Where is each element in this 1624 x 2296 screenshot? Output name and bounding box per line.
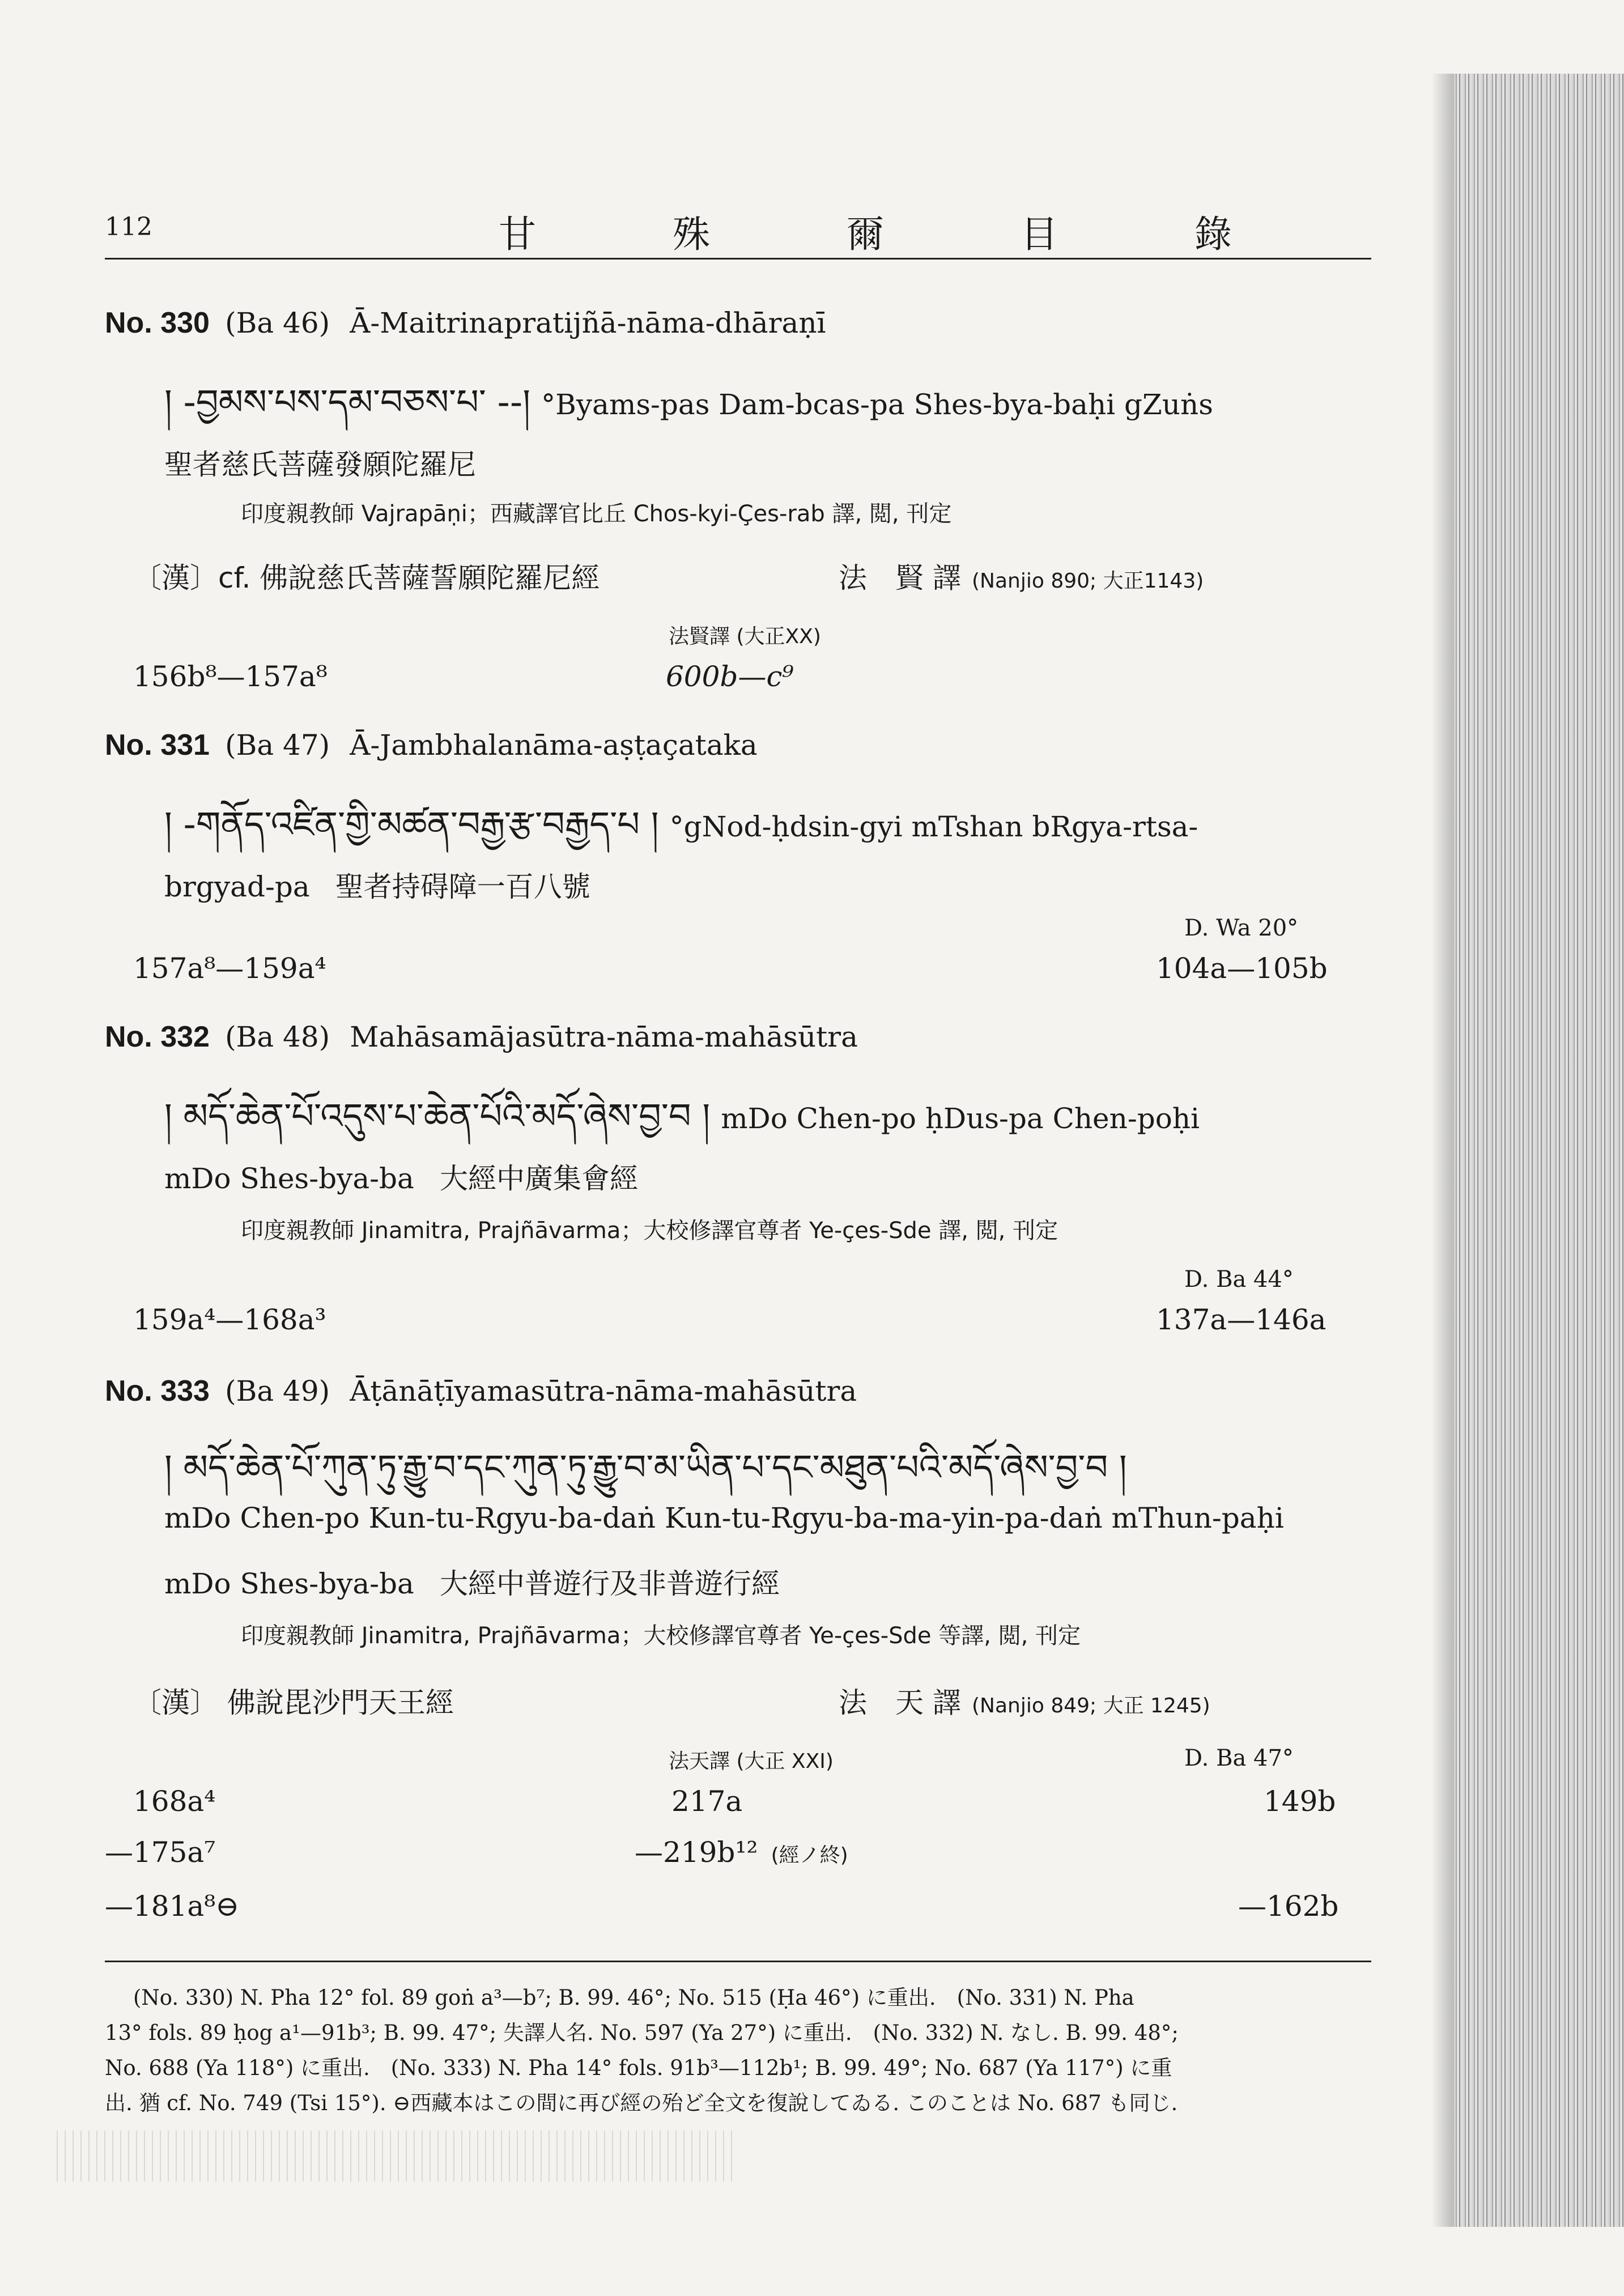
folio-range: 159a⁴—168a³ xyxy=(133,1303,326,1336)
tibetan-romanized-cont: mDo Shes-bya-ba xyxy=(164,1162,414,1195)
tibetan-script: ། -བྱམས་པས་དམ་བཅས་པ་ --། xyxy=(164,381,531,423)
tibetan-script: ། -གནོད་འཛིན་གྱི་མཚན་བརྒྱ་རྩ་བརྒྱད་པ ། xyxy=(164,803,659,845)
folio-row-right: —162b xyxy=(1238,1890,1339,1923)
han-translator-group-333 xyxy=(839,1680,1210,1721)
folio-row-left: —175a⁷ xyxy=(105,1836,216,1869)
entry-332-heading xyxy=(105,1020,858,1054)
entry-330-heading xyxy=(105,306,826,340)
entry-ba: (Ba 49) xyxy=(225,1375,330,1408)
footnote-line: 13° fols. 89 ḥog a¹—91b³; B. 99. 47°; 失譯人名. No. 597 (Ya 27°) に重出. (No. 332) N. なし. B. 99. 48°; xyxy=(105,2021,1179,2045)
tibetan-romanized: mDo Chen-po Kun-tu-Rgyu-ba-daṅ Kun-tu-Rgyu-ba-ma-yin-pa-daṅ mThun-paḥi xyxy=(164,1502,1284,1534)
tibetan-script: ། མདོ་ཆེན་པོ་ཀུན་ཏུ་རྒྱུ་བ་དང་ཀུན་ཏུ་རྒྱུ་བ་མ་ཡིན་པ་དང་མཐུན་པའི་མདོ་ཞེས་བྱ་བ ། xyxy=(164,1447,1127,1488)
folio-row-left: —181a⁸⊖ xyxy=(105,1890,240,1923)
column-header-right: D. Wa 20° xyxy=(1184,915,1299,941)
entry-number: No. 332 xyxy=(105,1021,210,1053)
translators: 印度親教師 Jinamitra, Prajñāvarma；大校修譯官尊者 Ye-çes-Sde 等譯, 閲, 刊定 xyxy=(241,1623,1081,1649)
column-header-middle: 法天譯 (大正 XXI) xyxy=(669,1750,834,1773)
entry-332-second-line xyxy=(164,1156,638,1197)
entry-ba: (Ba 48) xyxy=(225,1021,330,1053)
han-parallel: 〔漢〕cf. 佛說慈氏菩薩誓願陀羅尼經 xyxy=(133,562,600,594)
folio-row-mid-note: (經ノ終) xyxy=(771,1844,848,1867)
folio-range: 156b⁸—157a⁸ xyxy=(133,660,328,693)
entry-331-second-line xyxy=(164,864,590,905)
running-title: 甘 殊 爾 目 錄 xyxy=(499,212,1294,256)
footnote-line: 出. 猶 cf. No. 749 (Tsi 15°). ⊖西藏本はこの間に再び經の殆ど全文を復說してゐる. このことは No. 687 も同じ. xyxy=(105,2091,1178,2115)
tibetan-script: ། མདོ་ཆེན་པོ་འདུས་པ་ཆེན་པོའི་མདོ་ཞེས་བྱ་བ ། xyxy=(164,1095,711,1137)
han-reference: (Nanjio 890; 大正1143) xyxy=(972,569,1204,593)
folio-row-left: 168a⁴ xyxy=(133,1785,216,1818)
chinese-title: 聖者持碍障一百八號 xyxy=(335,870,590,903)
footnote-line: No. 688 (Ya 118°) に重出. (No. 333) N. Pha 14° fols. 91b³—112b¹; B. 99. 49°; No. 687 (Ya 117°) に重 xyxy=(105,2056,1172,2080)
scan-noise xyxy=(57,2131,737,2182)
han-translator: 法 天 譯 xyxy=(839,1686,961,1719)
translators: 印度親教師 Vajrapāṇi；西藏譯官比丘 Chos-kyi-Çes-rab 譯, 閲, 刊定 xyxy=(241,501,952,527)
column-header-middle: 法賢譯 (大正XX) xyxy=(669,625,821,648)
folio-range: 157a⁸—159a⁴ xyxy=(133,952,326,985)
chinese-title: 大經中廣集會經 xyxy=(439,1162,638,1195)
entry-333-third-line xyxy=(164,1561,780,1602)
han-parallel-333: 〔漢〕 佛說毘沙門天王經 xyxy=(133,1686,454,1719)
entry-number: No. 333 xyxy=(105,1375,210,1408)
column-header-right: D. Ba 44° xyxy=(1184,1266,1294,1292)
entry-333-heading xyxy=(105,1374,857,1408)
entry-sanskrit-title: Mahāsamājasūtra-nāma-mahāsūtra xyxy=(350,1021,858,1053)
chinese-title: 聖者慈氏菩薩發願陀羅尼 xyxy=(164,448,476,481)
han-translator: 法 賢 譯 xyxy=(839,562,961,594)
book-edge-shadow xyxy=(1454,74,1624,2227)
folio-row-right: 149b xyxy=(1264,1785,1336,1818)
middle-reference: 600b—c⁹ xyxy=(666,660,794,693)
translators: 印度親教師 Jinamitra, Prajñāvarma；大校修譯官尊者 Ye-çes-Sde 譯, 閲, 刊定 xyxy=(241,1218,1058,1244)
entry-331-heading xyxy=(105,728,758,762)
entry-ba: (Ba 46) xyxy=(225,307,330,339)
page-number: 112 xyxy=(105,212,152,241)
tibetan-romanized-cont: mDo Shes-bya-ba xyxy=(164,1567,414,1600)
footnote-rule xyxy=(105,1961,1371,1962)
chinese-title: 大經中普遊行及非普遊行經 xyxy=(439,1567,780,1600)
header-rule xyxy=(105,258,1371,260)
tibetan-romanized-cont: brgyad-pa xyxy=(164,870,310,903)
tibetan-romanized: °Byams-pas Dam-bcas-pa Shes-bya-baḥi gZuṅs xyxy=(541,388,1213,421)
han-translator-group xyxy=(839,555,1204,596)
folio-row-mid: —219b¹² xyxy=(635,1836,758,1869)
folio-row-mid-group xyxy=(635,1836,848,1869)
entry-sanskrit-title: Āṭānāṭīyamasūtra-nāma-mahāsūtra xyxy=(350,1375,857,1408)
entry-number: No. 330 xyxy=(105,307,210,339)
footnote-line: (No. 330) N. Pha 12° fol. 89 goṅ a³—b⁷; B. 99. 46°; No. 515 (Ḥa 46°) に重出. (No. 331) N. Pha xyxy=(133,1985,1134,2010)
folio-row-mid: 217a xyxy=(671,1785,743,1818)
entry-ba: (Ba 47) xyxy=(225,729,330,762)
han-reference: (Nanjio 849; 大正 1245) xyxy=(972,1694,1210,1717)
entry-sanskrit-title: Ā-Maitrinapratijñā-nāma-dhāraṇī xyxy=(350,307,826,339)
book-gutter-shadow xyxy=(1431,74,1454,2227)
entry-number: No. 331 xyxy=(105,729,210,762)
right-reference: 104a—105b xyxy=(1156,952,1328,985)
tibetan-romanized: °gNod-ḥdsin-gyi mTshan bRgya-rtsa- xyxy=(669,810,1198,843)
tibetan-romanized: mDo Chen-po ḥDus-pa Chen-poḥi xyxy=(721,1102,1200,1135)
column-header-right: D. Ba 47° xyxy=(1184,1745,1294,1771)
entry-sanskrit-title: Ā-Jambhalanāma-aṣṭaçataka xyxy=(350,729,758,762)
right-reference: 137a—146a xyxy=(1156,1303,1327,1336)
